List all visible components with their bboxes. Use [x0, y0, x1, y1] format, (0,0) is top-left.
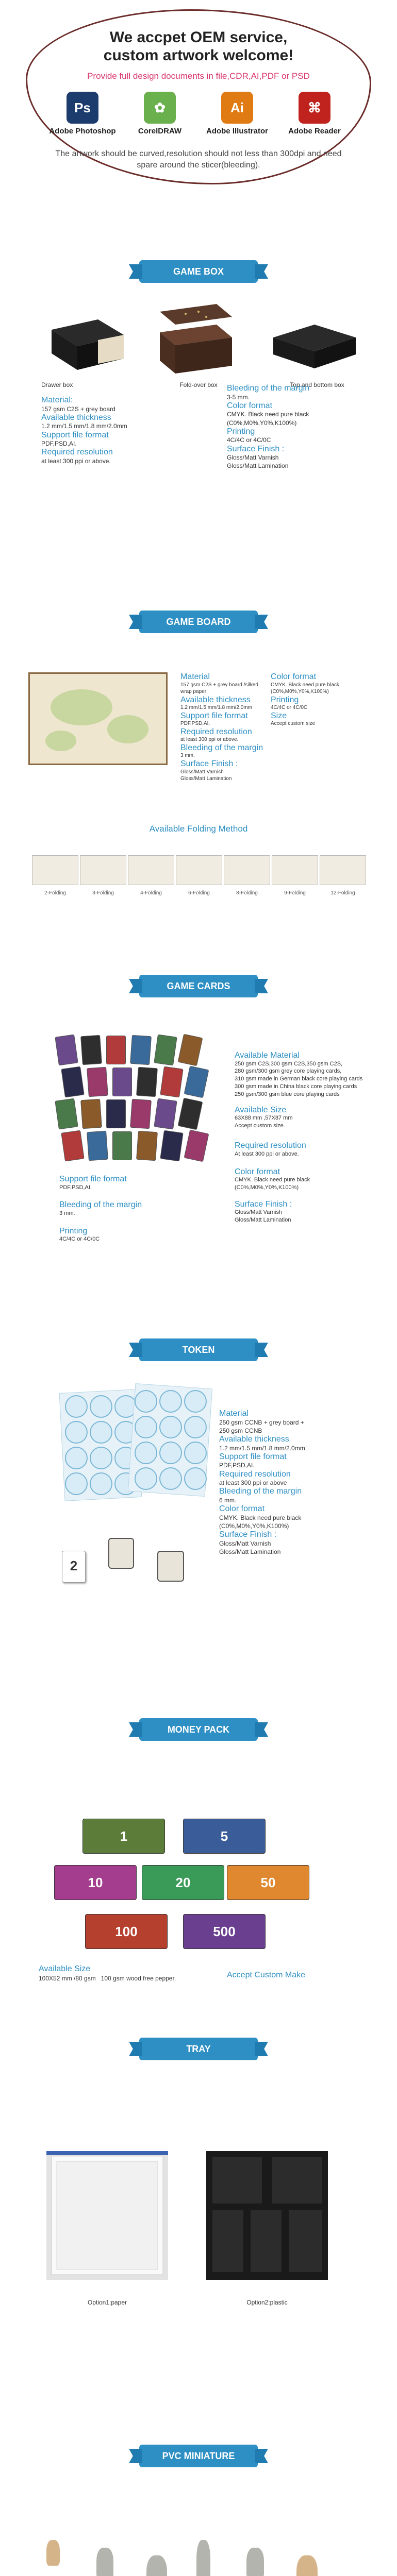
software-list [46, 92, 351, 135]
game-card [55, 1098, 78, 1130]
money-size-label: Available Size [39, 1964, 91, 1973]
game-card [61, 1066, 84, 1098]
game-board-specs-left: Material 157 gsm C2S + grey board /silked wrap paper Available thickness 1.2 mm/1.5 mm/1.8 mm/2.0mm Support file format PDF,PSD,AI. Required resolution at least 300 ppi or above. Bleeding of the margin 3 mm. Surface Finish : Gloss/Matt Varnish Gloss/Matt Lamination [180, 672, 263, 782]
money-note: 1 [82, 1819, 165, 1854]
token-disc [135, 1467, 157, 1490]
game-box-specs-right: Bleeding of the margin 3-5 mm. Color format CMYK. Black need pure black (C0%,M0%,Y0%,K100%) Printing 4C/4C or 4C/0C Surface Finish : Gloss/Matt Varnish Gloss/Matt Lamination [227, 384, 310, 470]
game-board-map-image [28, 672, 168, 765]
token-disc [184, 1416, 207, 1438]
folding-board-diagram [32, 855, 78, 885]
token-disc [65, 1395, 88, 1418]
token-disc [159, 1467, 182, 1490]
oem-subtitle: Provide full design documents in file,CDR,AI,PDF or PSD [87, 71, 310, 81]
pvc-miniature-figure [196, 2540, 210, 2576]
pvc-miniature-figure [246, 2548, 264, 2576]
money-note: 500 [183, 1914, 266, 1949]
folding-board-diagram [224, 855, 270, 885]
game-card [184, 1130, 209, 1162]
game-card [87, 1067, 108, 1097]
oem-service-panel [26, 9, 371, 184]
section-banner-pvc-miniature: PVC MINIATURE [139, 2445, 258, 2467]
game-box-specs-left: Material: 157 gsm C2S + grey board Available thickness 1.2 mm/1.5 mm/1.8 mm/2.0mm Support file format PDF,PSD,AI. Required resolution at least 300 ppi or above. [41, 396, 127, 465]
pvc-miniature-figure [96, 2548, 113, 2576]
token-portrait-2 [157, 1551, 184, 1582]
software-name: CorelDRAW [138, 127, 182, 135]
token-disc [184, 1390, 207, 1413]
caption-plastic-tray: Option2:plastic [246, 2299, 288, 2306]
software-coreldraw [124, 92, 196, 135]
folding-label: 4-Folding [140, 890, 162, 896]
pvc-miniature-figure [296, 2555, 318, 2576]
money-note: 10 [54, 1865, 137, 1900]
section-banner-tray: TRAY [139, 2038, 258, 2060]
token-specs: Material 250 gsm CCNB + grey board + 250 gsm CCNB Available thickness 1.2 mm/1.5 mm/1.8 mm/2.0mm Support file format PDF,PSD,AI. Required resolution at least 300 ppi or above Bleeding of the margin 6 mm. Color format CMYK. Black need pure black (C0%,M0%,Y0%,K100%) Surface Finish : Gloss/Matt Varnish Gloss/Matt Lamination [219, 1409, 305, 1555]
game-card [87, 1131, 108, 1161]
game-card [61, 1130, 84, 1162]
game-card [106, 1099, 126, 1128]
fold-over-box-image [155, 301, 237, 379]
game-card [80, 1035, 102, 1065]
money-note: 20 [142, 1865, 224, 1900]
game-card [136, 1067, 158, 1097]
game-card [130, 1099, 152, 1129]
money-custom-make: Accept Custom Make [227, 1971, 306, 1979]
token-disc [135, 1416, 157, 1438]
caption-paper-tray: Option1:paper [87, 2299, 127, 2306]
game-card [178, 1098, 203, 1130]
token-disc [159, 1390, 182, 1413]
token-portrait-1 [108, 1538, 134, 1569]
plastic-tray-image [206, 2151, 328, 2280]
game-card [55, 1035, 78, 1066]
folding-label: 9-Folding [284, 890, 306, 896]
paper-tray-image [46, 2151, 168, 2280]
folding-label: 2-Folding [44, 890, 66, 896]
caption-fold-over-box: Fold-over box [179, 381, 218, 388]
token-disc [90, 1447, 112, 1469]
money-note: 50 [227, 1865, 309, 1900]
game-cards-specs-left: Support file format PDF,PSD,AI. Bleeding of the margin 3 mm. Printing 4C/4C or 4C/0C [59, 1175, 142, 1243]
caption-top-bottom-box: Top and bottom box [290, 381, 344, 388]
game-card [154, 1035, 177, 1066]
game-card [160, 1130, 183, 1162]
section-banner-money-pack: MONEY PACK [139, 1718, 258, 1741]
token-disc [65, 1447, 88, 1469]
folding-label: 8-Folding [236, 890, 258, 896]
token-disc [159, 1416, 182, 1438]
game-card [178, 1034, 203, 1066]
folding-label: 12-Folding [330, 890, 355, 896]
token-disc [184, 1467, 207, 1490]
folding-board-diagram [128, 855, 174, 885]
game-card [112, 1067, 132, 1096]
pvc-miniature-figure [46, 2540, 60, 2566]
section-banner-token: TOKEN [139, 1338, 258, 1361]
software-photoshop [46, 92, 119, 135]
folding-label: 3-Folding [92, 890, 114, 896]
folding-board-diagram [320, 855, 366, 885]
token-disc [90, 1395, 112, 1418]
game-card [154, 1098, 177, 1130]
game-card [112, 1131, 132, 1160]
photoshop-icon: Ps [67, 92, 98, 124]
token-disc [184, 1442, 207, 1464]
software-acrobat-reader [278, 92, 351, 135]
game-card [80, 1099, 102, 1129]
section-banner-game-board: GAME BOARD [139, 611, 258, 633]
game-card [106, 1036, 126, 1064]
money-note: 5 [183, 1819, 266, 1854]
money-size-value: 100X52 mm /80 gsm 100 gsm wood free pepper. [39, 1975, 176, 1982]
top-and-bottom-box-image [268, 314, 361, 376]
token-disc [90, 1421, 112, 1444]
game-card [130, 1035, 152, 1065]
game-card [184, 1066, 209, 1098]
folding-board-diagram [176, 855, 222, 885]
pvc-miniature-figure [146, 2555, 167, 2576]
token-disc [159, 1442, 182, 1464]
game-cards-specs-right: Available Material 250 gsm C2S,300 gsm C2S,350 gsm C2S, 280 gsm/300 gsm grey core playing cards, 310 gsm made in German black core playing cards 300 gsm made in China black core playing cards 250 gsm/300 gsm blue core playing cards Available Size 63X88 mm ,57X87 mm Accept custom size. Required resolution At least 300 ppi or above. Color format CMYK. Black need pure black (C0%,M0%,Y0%,K100%) Surface Finish : Gloss/Matt Varnish Gloss/Matt Lamination [235, 1051, 363, 1224]
token-number-card: 2 [62, 1551, 86, 1583]
acrobat-reader-icon: ⌘ [299, 92, 330, 124]
folding-method-title: Available Folding Method [149, 824, 248, 834]
game-board-specs-right: Color format CMYK. Black need pure black (C0%,M0%,Y0%,K100%) Printing 4C/4C or 4C/0C Size Accept custom size [271, 672, 339, 727]
game-card [160, 1066, 183, 1098]
software-name: Adobe Photoshop [49, 127, 116, 135]
money-note: 100 [85, 1914, 168, 1949]
folding-board-diagram [272, 855, 318, 885]
game-card [136, 1131, 158, 1161]
token-disc [135, 1442, 157, 1464]
illustrator-icon: Ai [221, 92, 253, 124]
token-disc [90, 1472, 112, 1495]
software-name: Adobe Illustrator [206, 127, 268, 135]
oem-title: We accpet OEM service, custom artwork welcome! [103, 29, 294, 64]
software-name: Adobe Reader [288, 127, 341, 135]
drawer-box-image [41, 309, 129, 376]
section-banner-game-cards: GAME CARDS [139, 975, 258, 997]
folding-label: 6-Folding [188, 890, 210, 896]
token-disc [135, 1390, 157, 1413]
caption-drawer-box: Drawer box [41, 381, 73, 388]
oem-artwork-note: The artwork should be curved,resolution should not less than 300dpi and need spare around the sticer(bleeding). [55, 149, 342, 170]
section-banner-game-box: GAME BOX [139, 260, 258, 283]
software-illustrator [201, 92, 273, 135]
token-disc [65, 1472, 88, 1495]
coreldraw-icon: ✿ [144, 92, 176, 124]
token-disc [65, 1421, 88, 1444]
folding-board-diagram [80, 855, 126, 885]
